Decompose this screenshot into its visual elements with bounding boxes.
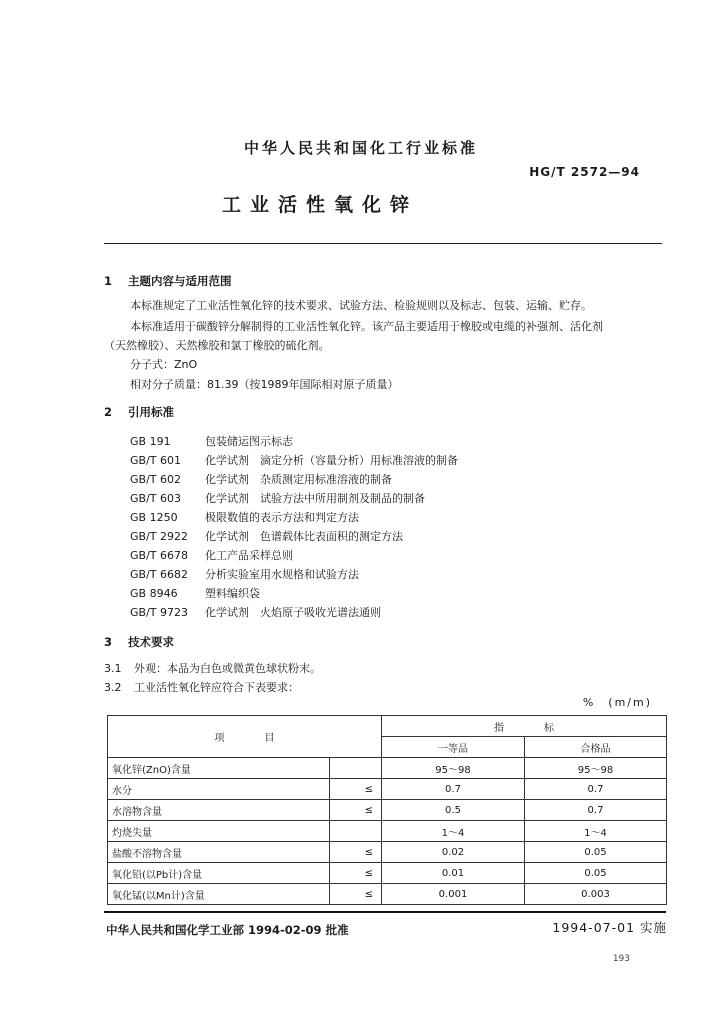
reference-code: GB/T 6682 bbox=[130, 568, 188, 581]
clause bbox=[104, 660, 321, 676]
paragraph: （天然橡胶）、天然橡胶和氯丁橡胶的硫化剂。 bbox=[104, 339, 330, 352]
clause bbox=[104, 679, 299, 695]
implementation-date: 1994-07-01 实施 bbox=[552, 920, 667, 935]
row-qualified-grade: 0.7 bbox=[525, 800, 667, 821]
approval-statement: 中华人民共和国化学工业部 1994-02-09 批准 bbox=[106, 923, 349, 937]
reference-title: 化学试剂 滴定分析（容量分析）用标准溶液的制备 bbox=[205, 454, 458, 467]
reference-code: GB/T 602 bbox=[130, 473, 181, 486]
header-grade-first: 一等品 bbox=[382, 737, 525, 758]
section-heading bbox=[104, 273, 232, 289]
row-item: 水分 bbox=[108, 779, 330, 800]
reference-title: 塑料编织袋 bbox=[205, 587, 260, 600]
row-item: 氧化锰(以Mn计)含量 bbox=[108, 884, 330, 905]
row-symbol: ≤ bbox=[330, 884, 382, 905]
row-first-grade: 0.001 bbox=[382, 884, 525, 905]
molecular-mass: 相对分子质量：81.39（按1989年国际相对原子质量） bbox=[130, 378, 399, 391]
table-row bbox=[108, 863, 667, 884]
reference-title: 包装储运图示标志 bbox=[205, 435, 293, 448]
row-item: 灼烧失量 bbox=[108, 821, 330, 842]
row-first-grade: 0.5 bbox=[382, 800, 525, 821]
row-qualified-grade: 0.05 bbox=[525, 842, 667, 863]
issuing-organization: 中华人民共和国化工行业标准 bbox=[243, 139, 478, 157]
row-qualified-grade: 0.003 bbox=[525, 884, 667, 905]
table-row bbox=[108, 800, 667, 821]
table-row bbox=[108, 821, 667, 842]
reference-item bbox=[130, 509, 359, 525]
reference-title: 化学试剂 试验方法中所用制剂及制品的制备 bbox=[205, 492, 425, 505]
reference-item bbox=[130, 604, 381, 620]
row-first-grade: 0.01 bbox=[382, 863, 525, 884]
reference-title: 化工产品采样总则 bbox=[205, 549, 293, 562]
table-unit: % (m/m) bbox=[582, 696, 652, 709]
page-number: 193 bbox=[612, 954, 630, 964]
requirements-table bbox=[107, 715, 667, 905]
row-qualified-grade: 0.7 bbox=[525, 779, 667, 800]
table-row bbox=[108, 758, 667, 779]
reference-item bbox=[130, 547, 293, 563]
reference-item bbox=[130, 585, 260, 601]
clause-number: 3.2 bbox=[104, 681, 122, 694]
row-symbol: ≤ bbox=[330, 800, 382, 821]
reference-code: GB/T 9723 bbox=[130, 606, 188, 619]
reference-item bbox=[130, 471, 392, 487]
table-row bbox=[108, 779, 667, 800]
reference-title: 分析实验室用水规格和试验方法 bbox=[205, 568, 359, 581]
reference-code: GB/T 6678 bbox=[130, 549, 188, 562]
row-first-grade: 0.7 bbox=[382, 779, 525, 800]
section-title: 主题内容与适用范围 bbox=[128, 274, 232, 288]
row-symbol bbox=[330, 758, 382, 779]
reference-title: 化学试剂 杂质测定用标准溶液的制备 bbox=[205, 473, 392, 486]
paragraph: 本标准规定了工业活性氧化锌的技术要求、试验方法、检验规则以及标志、包装、运输、贮存。 bbox=[130, 299, 592, 312]
header-divider bbox=[104, 243, 662, 244]
footer-divider bbox=[104, 911, 666, 913]
reference-title: 化学试剂 火焰原子吸收光谱法通则 bbox=[205, 606, 381, 619]
document-title: 工业活性氧化锌 bbox=[221, 194, 418, 216]
paragraph: 本标准适用于碳酸锌分解制得的工业活性氧化锌。该产品主要适用于橡胶或电缆的补强剂、活化剂 bbox=[130, 320, 603, 333]
clause-text: 外观：本品为白色或微黄色球状粉末。 bbox=[134, 662, 321, 675]
clause-text: 工业活性氧化锌应符合下表要求： bbox=[134, 681, 299, 694]
header-index: 指 标 bbox=[382, 716, 667, 737]
row-item: 氧化锌(ZnO)含量 bbox=[108, 758, 330, 779]
row-qualified-grade: 0.05 bbox=[525, 863, 667, 884]
row-qualified-grade: 95～98 bbox=[525, 758, 667, 779]
reference-code: GB/T 603 bbox=[130, 492, 181, 505]
row-item: 盐酸不溶物含量 bbox=[108, 842, 330, 863]
clause-number: 3.1 bbox=[104, 662, 122, 675]
reference-code: GB/T 2922 bbox=[130, 530, 188, 543]
reference-code: GB 8946 bbox=[130, 587, 178, 600]
formula: 分子式：ZnO bbox=[130, 358, 198, 371]
reference-title: 极限数值的表示方法和判定方法 bbox=[205, 511, 359, 524]
section-heading bbox=[104, 404, 174, 420]
reference-item bbox=[130, 433, 293, 449]
reference-item bbox=[130, 566, 359, 582]
row-symbol: ≤ bbox=[330, 842, 382, 863]
standard-code: HG/T 2572—94 bbox=[529, 165, 640, 179]
table-row bbox=[108, 884, 667, 905]
reference-item bbox=[130, 528, 403, 544]
section-number: 3 bbox=[104, 635, 113, 649]
row-symbol bbox=[330, 821, 382, 842]
section-title: 引用标准 bbox=[128, 405, 174, 419]
section-number: 2 bbox=[104, 405, 113, 419]
section-number: 1 bbox=[104, 274, 113, 288]
row-symbol: ≤ bbox=[330, 779, 382, 800]
row-symbol: ≤ bbox=[330, 863, 382, 884]
reference-item bbox=[130, 490, 425, 506]
section-heading bbox=[104, 634, 174, 650]
reference-code: GB 1250 bbox=[130, 511, 178, 524]
reference-item bbox=[130, 452, 458, 468]
row-first-grade: 1～4 bbox=[382, 821, 525, 842]
section-title: 技术要求 bbox=[128, 635, 174, 649]
header-item: 项 目 bbox=[108, 716, 382, 758]
header-grade-qualified: 合格品 bbox=[525, 737, 667, 758]
row-qualified-grade: 1～4 bbox=[525, 821, 667, 842]
table-row bbox=[108, 842, 667, 863]
row-first-grade: 95～98 bbox=[382, 758, 525, 779]
reference-title: 化学试剂 色谱载体比表面积的测定方法 bbox=[205, 530, 403, 543]
row-item: 氧化铅(以Pb计)含量 bbox=[108, 863, 330, 884]
reference-code: GB 191 bbox=[130, 435, 171, 448]
row-item: 水溶物含量 bbox=[108, 800, 330, 821]
reference-code: GB/T 601 bbox=[130, 454, 181, 467]
table-header-row bbox=[108, 716, 667, 737]
row-first-grade: 0.02 bbox=[382, 842, 525, 863]
